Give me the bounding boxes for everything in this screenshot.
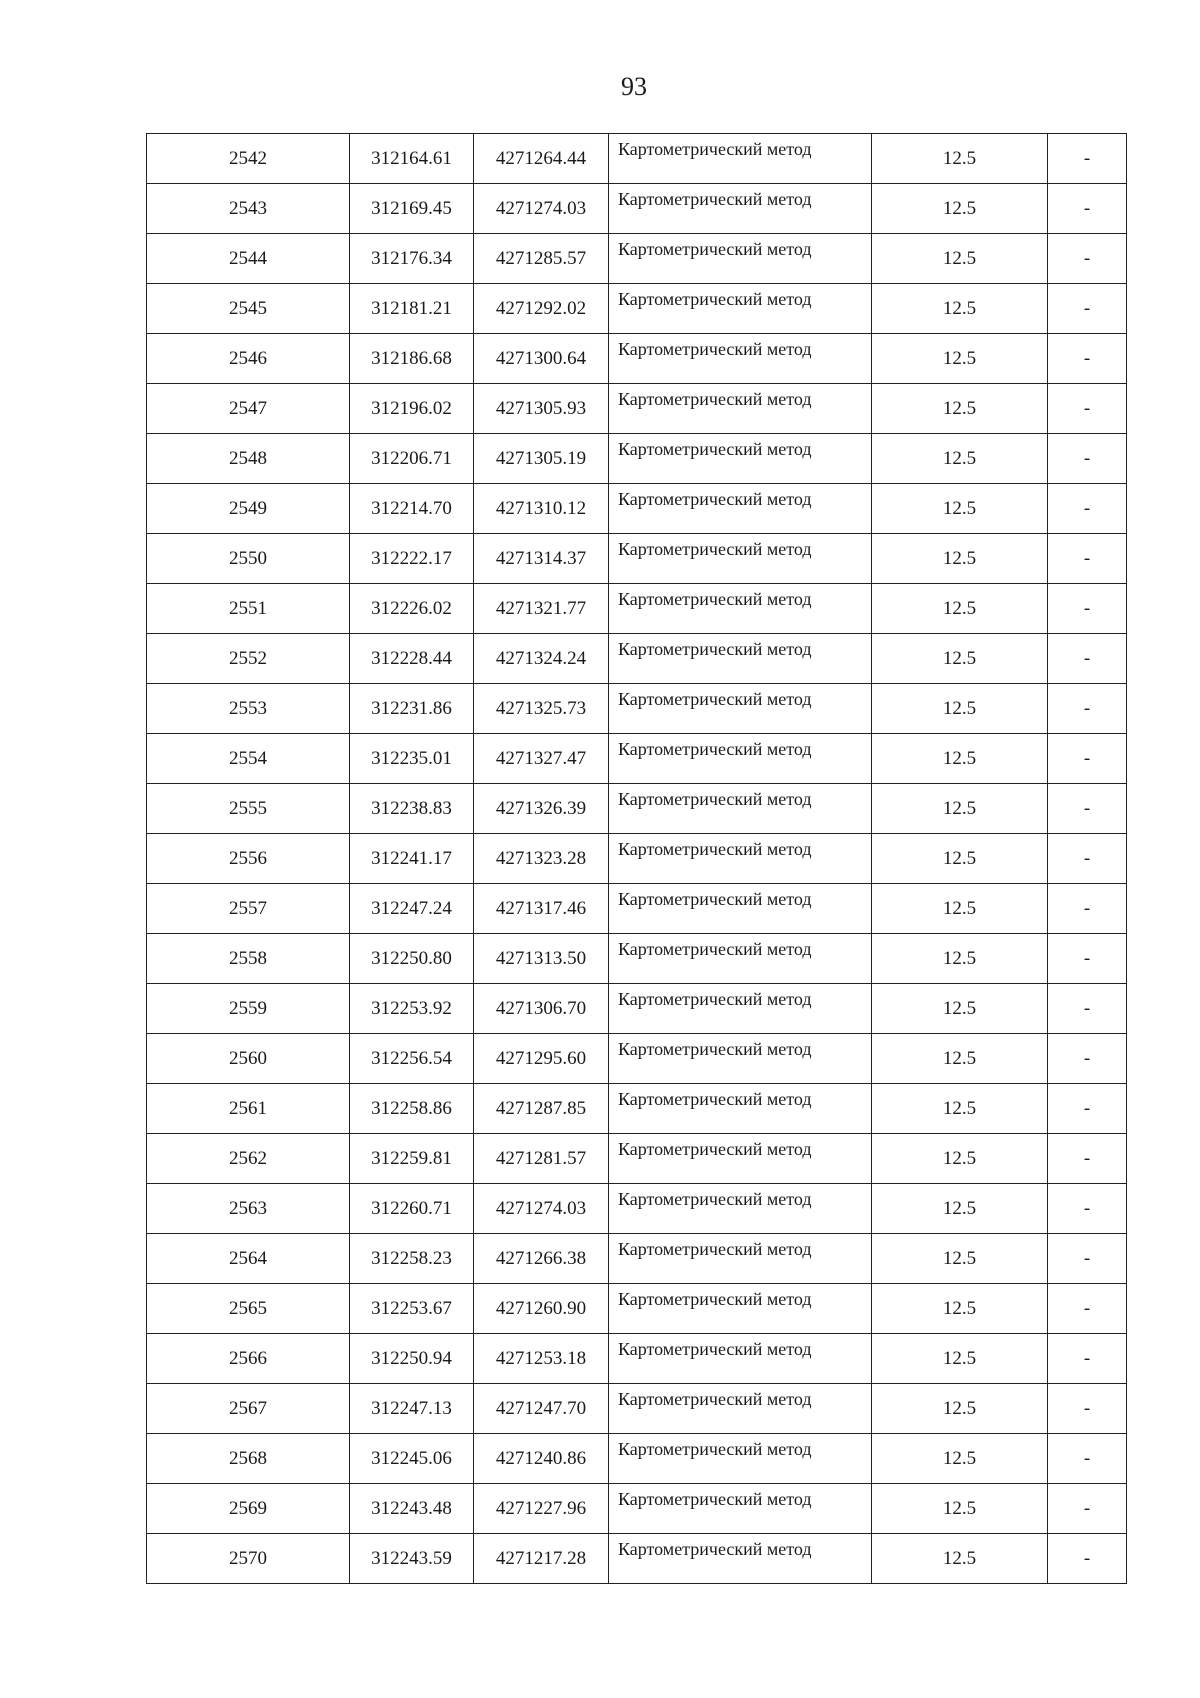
accuracy-cell: 12.5 — [872, 1534, 1048, 1584]
table-row — [147, 1534, 1127, 1584]
x-coordinate-cell: 312176.34 — [350, 234, 474, 284]
accuracy-cell: 12.5 — [872, 984, 1048, 1034]
table-row — [147, 1484, 1127, 1534]
accuracy-cell: 12.5 — [872, 184, 1048, 234]
accuracy-cell: 12.5 — [872, 434, 1048, 484]
accuracy-cell: 12.5 — [872, 1284, 1048, 1334]
method-cell: Картометрический метод — [609, 384, 872, 434]
note-cell: - — [1048, 634, 1127, 684]
note-cell: - — [1048, 134, 1127, 184]
method-cell: Картометрический метод — [609, 134, 872, 184]
table-body — [147, 134, 1127, 1584]
accuracy-cell: 12.5 — [872, 484, 1048, 534]
table-row — [147, 884, 1127, 934]
y-coordinate-cell: 4271260.90 — [474, 1284, 609, 1334]
accuracy-cell: 12.5 — [872, 1084, 1048, 1134]
accuracy-cell: 12.5 — [872, 784, 1048, 834]
method-cell: Картометрический метод — [609, 234, 872, 284]
table-row — [147, 984, 1127, 1034]
point-number-cell: 2557 — [147, 884, 350, 934]
accuracy-cell: 12.5 — [872, 1234, 1048, 1284]
x-coordinate-cell: 312181.21 — [350, 284, 474, 334]
table-row — [147, 1234, 1127, 1284]
y-coordinate-cell: 4271327.47 — [474, 734, 609, 784]
point-number-cell: 2567 — [147, 1384, 350, 1434]
table-row — [147, 334, 1127, 384]
method-cell: Картометрический метод — [609, 684, 872, 734]
x-coordinate-cell: 312164.61 — [350, 134, 474, 184]
y-coordinate-cell: 4271264.44 — [474, 134, 609, 184]
y-coordinate-cell: 4271266.38 — [474, 1234, 609, 1284]
page-number: 93 — [621, 72, 647, 101]
method-cell: Картометрический метод — [609, 1084, 872, 1134]
y-coordinate-cell: 4271274.03 — [474, 184, 609, 234]
x-coordinate-cell: 312243.59 — [350, 1534, 474, 1584]
y-coordinate-cell: 4271306.70 — [474, 984, 609, 1034]
accuracy-cell: 12.5 — [872, 134, 1048, 184]
accuracy-cell: 12.5 — [872, 334, 1048, 384]
point-number-cell: 2561 — [147, 1084, 350, 1134]
accuracy-cell: 12.5 — [872, 234, 1048, 284]
note-cell: - — [1048, 984, 1127, 1034]
x-coordinate-cell: 312222.17 — [350, 534, 474, 584]
note-cell: - — [1048, 1534, 1127, 1584]
x-coordinate-cell: 312258.86 — [350, 1084, 474, 1134]
table-row — [147, 484, 1127, 534]
point-number-cell: 2559 — [147, 984, 350, 1034]
point-number-cell: 2564 — [147, 1234, 350, 1284]
y-coordinate-cell: 4271281.57 — [474, 1134, 609, 1184]
method-cell: Картометрический метод — [609, 1134, 872, 1184]
method-cell: Картометрический метод — [609, 1234, 872, 1284]
note-cell: - — [1048, 284, 1127, 334]
accuracy-cell: 12.5 — [872, 1334, 1048, 1384]
y-coordinate-cell: 4271287.85 — [474, 1084, 609, 1134]
point-number-cell: 2563 — [147, 1184, 350, 1234]
accuracy-cell: 12.5 — [872, 834, 1048, 884]
table-row — [147, 734, 1127, 784]
note-cell: - — [1048, 584, 1127, 634]
method-cell: Картометрический метод — [609, 1184, 872, 1234]
method-cell: Картометрический метод — [609, 934, 872, 984]
x-coordinate-cell: 312228.44 — [350, 634, 474, 684]
y-coordinate-cell: 4271292.02 — [474, 284, 609, 334]
method-cell: Картометрический метод — [609, 984, 872, 1034]
note-cell: - — [1048, 734, 1127, 784]
point-number-cell: 2554 — [147, 734, 350, 784]
point-number-cell: 2543 — [147, 184, 350, 234]
point-number-cell: 2570 — [147, 1534, 350, 1584]
y-coordinate-cell: 4271313.50 — [474, 934, 609, 984]
point-number-cell: 2546 — [147, 334, 350, 384]
point-number-cell: 2552 — [147, 634, 350, 684]
x-coordinate-cell: 312247.13 — [350, 1384, 474, 1434]
note-cell: - — [1048, 234, 1127, 284]
x-coordinate-cell: 312169.45 — [350, 184, 474, 234]
point-number-cell: 2547 — [147, 384, 350, 434]
x-coordinate-cell: 312206.71 — [350, 434, 474, 484]
accuracy-cell: 12.5 — [872, 684, 1048, 734]
accuracy-cell: 12.5 — [872, 284, 1048, 334]
method-cell: Картометрический метод — [609, 1384, 872, 1434]
note-cell: - — [1048, 1484, 1127, 1534]
x-coordinate-cell: 312250.80 — [350, 934, 474, 984]
y-coordinate-cell: 4271240.86 — [474, 1434, 609, 1484]
x-coordinate-cell: 312196.02 — [350, 384, 474, 434]
x-coordinate-cell: 312260.71 — [350, 1184, 474, 1234]
table-row — [147, 134, 1127, 184]
note-cell: - — [1048, 534, 1127, 584]
note-cell: - — [1048, 484, 1127, 534]
accuracy-cell: 12.5 — [872, 1484, 1048, 1534]
y-coordinate-cell: 4271317.46 — [474, 884, 609, 934]
point-number-cell: 2565 — [147, 1284, 350, 1334]
method-cell: Картометрический метод — [609, 884, 872, 934]
method-cell: Картометрический метод — [609, 1534, 872, 1584]
x-coordinate-cell: 312256.54 — [350, 1034, 474, 1084]
y-coordinate-cell: 4271247.70 — [474, 1384, 609, 1434]
point-number-cell: 2566 — [147, 1334, 350, 1384]
coordinates-table — [146, 133, 1127, 1584]
method-cell: Картометрический метод — [609, 1284, 872, 1334]
table-row — [147, 1384, 1127, 1434]
table-row — [147, 184, 1127, 234]
y-coordinate-cell: 4271300.64 — [474, 334, 609, 384]
table-row — [147, 1134, 1127, 1184]
point-number-cell: 2549 — [147, 484, 350, 534]
method-cell: Картометрический метод — [609, 634, 872, 684]
point-number-cell: 2560 — [147, 1034, 350, 1084]
accuracy-cell: 12.5 — [872, 1384, 1048, 1434]
method-cell: Картометрический метод — [609, 1334, 872, 1384]
x-coordinate-cell: 312238.83 — [350, 784, 474, 834]
y-coordinate-cell: 4271324.24 — [474, 634, 609, 684]
accuracy-cell: 12.5 — [872, 1134, 1048, 1184]
point-number-cell: 2555 — [147, 784, 350, 834]
y-coordinate-cell: 4271305.93 — [474, 384, 609, 434]
table-row — [147, 584, 1127, 634]
note-cell: - — [1048, 1134, 1127, 1184]
x-coordinate-cell: 312235.01 — [350, 734, 474, 784]
table-row — [147, 234, 1127, 284]
note-cell: - — [1048, 1084, 1127, 1134]
note-cell: - — [1048, 1034, 1127, 1084]
y-coordinate-cell: 4271310.12 — [474, 484, 609, 534]
method-cell: Картометрический метод — [609, 1434, 872, 1484]
x-coordinate-cell: 312247.24 — [350, 884, 474, 934]
point-number-cell: 2558 — [147, 934, 350, 984]
table-row — [147, 534, 1127, 584]
y-coordinate-cell: 4271305.19 — [474, 434, 609, 484]
y-coordinate-cell: 4271323.28 — [474, 834, 609, 884]
y-coordinate-cell: 4271285.57 — [474, 234, 609, 284]
y-coordinate-cell: 4271326.39 — [474, 784, 609, 834]
y-coordinate-cell: 4271321.77 — [474, 584, 609, 634]
note-cell: - — [1048, 1434, 1127, 1484]
note-cell: - — [1048, 334, 1127, 384]
x-coordinate-cell: 312243.48 — [350, 1484, 474, 1534]
x-coordinate-cell: 312214.70 — [350, 484, 474, 534]
y-coordinate-cell: 4271253.18 — [474, 1334, 609, 1384]
point-number-cell: 2569 — [147, 1484, 350, 1534]
table-row — [147, 1034, 1127, 1084]
x-coordinate-cell: 312250.94 — [350, 1334, 474, 1384]
table-row — [147, 384, 1127, 434]
x-coordinate-cell: 312253.92 — [350, 984, 474, 1034]
table-row — [147, 1084, 1127, 1134]
method-cell: Картометрический метод — [609, 484, 872, 534]
table-row — [147, 1334, 1127, 1384]
x-coordinate-cell: 312186.68 — [350, 334, 474, 384]
accuracy-cell: 12.5 — [872, 1184, 1048, 1234]
method-cell: Картометрический метод — [609, 334, 872, 384]
table-row — [147, 834, 1127, 884]
point-number-cell: 2556 — [147, 834, 350, 884]
accuracy-cell: 12.5 — [872, 1034, 1048, 1084]
accuracy-cell: 12.5 — [872, 584, 1048, 634]
accuracy-cell: 12.5 — [872, 884, 1048, 934]
table-row — [147, 634, 1127, 684]
y-coordinate-cell: 4271295.60 — [474, 1034, 609, 1084]
accuracy-cell: 12.5 — [872, 1434, 1048, 1484]
point-number-cell: 2551 — [147, 584, 350, 634]
method-cell: Картометрический метод — [609, 1484, 872, 1534]
y-coordinate-cell: 4271274.03 — [474, 1184, 609, 1234]
accuracy-cell: 12.5 — [872, 534, 1048, 584]
point-number-cell: 2548 — [147, 434, 350, 484]
x-coordinate-cell: 312241.17 — [350, 834, 474, 884]
x-coordinate-cell: 312226.02 — [350, 584, 474, 634]
method-cell: Картометрический метод — [609, 784, 872, 834]
note-cell: - — [1048, 684, 1127, 734]
note-cell: - — [1048, 1284, 1127, 1334]
method-cell: Картометрический метод — [609, 584, 872, 634]
x-coordinate-cell: 312258.23 — [350, 1234, 474, 1284]
note-cell: - — [1048, 784, 1127, 834]
accuracy-cell: 12.5 — [872, 934, 1048, 984]
accuracy-cell: 12.5 — [872, 734, 1048, 784]
point-number-cell: 2550 — [147, 534, 350, 584]
method-cell: Картометрический метод — [609, 184, 872, 234]
table-row — [147, 1434, 1127, 1484]
method-cell: Картометрический метод — [609, 834, 872, 884]
note-cell: - — [1048, 1384, 1127, 1434]
table-row — [147, 934, 1127, 984]
point-number-cell: 2542 — [147, 134, 350, 184]
point-number-cell: 2553 — [147, 684, 350, 734]
table-row — [147, 1184, 1127, 1234]
method-cell: Картометрический метод — [609, 734, 872, 784]
table-row — [147, 684, 1127, 734]
x-coordinate-cell: 312259.81 — [350, 1134, 474, 1184]
note-cell: - — [1048, 884, 1127, 934]
point-number-cell: 2544 — [147, 234, 350, 284]
table-row — [147, 1284, 1127, 1334]
table-row — [147, 434, 1127, 484]
method-cell: Картометрический метод — [609, 434, 872, 484]
accuracy-cell: 12.5 — [872, 634, 1048, 684]
x-coordinate-cell: 312253.67 — [350, 1284, 474, 1334]
table-row — [147, 284, 1127, 334]
y-coordinate-cell: 4271227.96 — [474, 1484, 609, 1534]
note-cell: - — [1048, 1184, 1127, 1234]
y-coordinate-cell: 4271325.73 — [474, 684, 609, 734]
note-cell: - — [1048, 834, 1127, 884]
note-cell: - — [1048, 384, 1127, 434]
y-coordinate-cell: 4271314.37 — [474, 534, 609, 584]
accuracy-cell: 12.5 — [872, 384, 1048, 434]
x-coordinate-cell: 312245.06 — [350, 1434, 474, 1484]
note-cell: - — [1048, 434, 1127, 484]
point-number-cell: 2545 — [147, 284, 350, 334]
method-cell: Картометрический метод — [609, 534, 872, 584]
note-cell: - — [1048, 1334, 1127, 1384]
method-cell: Картометрический метод — [609, 1034, 872, 1084]
point-number-cell: 2562 — [147, 1134, 350, 1184]
point-number-cell: 2568 — [147, 1434, 350, 1484]
x-coordinate-cell: 312231.86 — [350, 684, 474, 734]
method-cell: Картометрический метод — [609, 284, 872, 334]
note-cell: - — [1048, 184, 1127, 234]
note-cell: - — [1048, 1234, 1127, 1284]
table-row — [147, 784, 1127, 834]
note-cell: - — [1048, 934, 1127, 984]
y-coordinate-cell: 4271217.28 — [474, 1534, 609, 1584]
